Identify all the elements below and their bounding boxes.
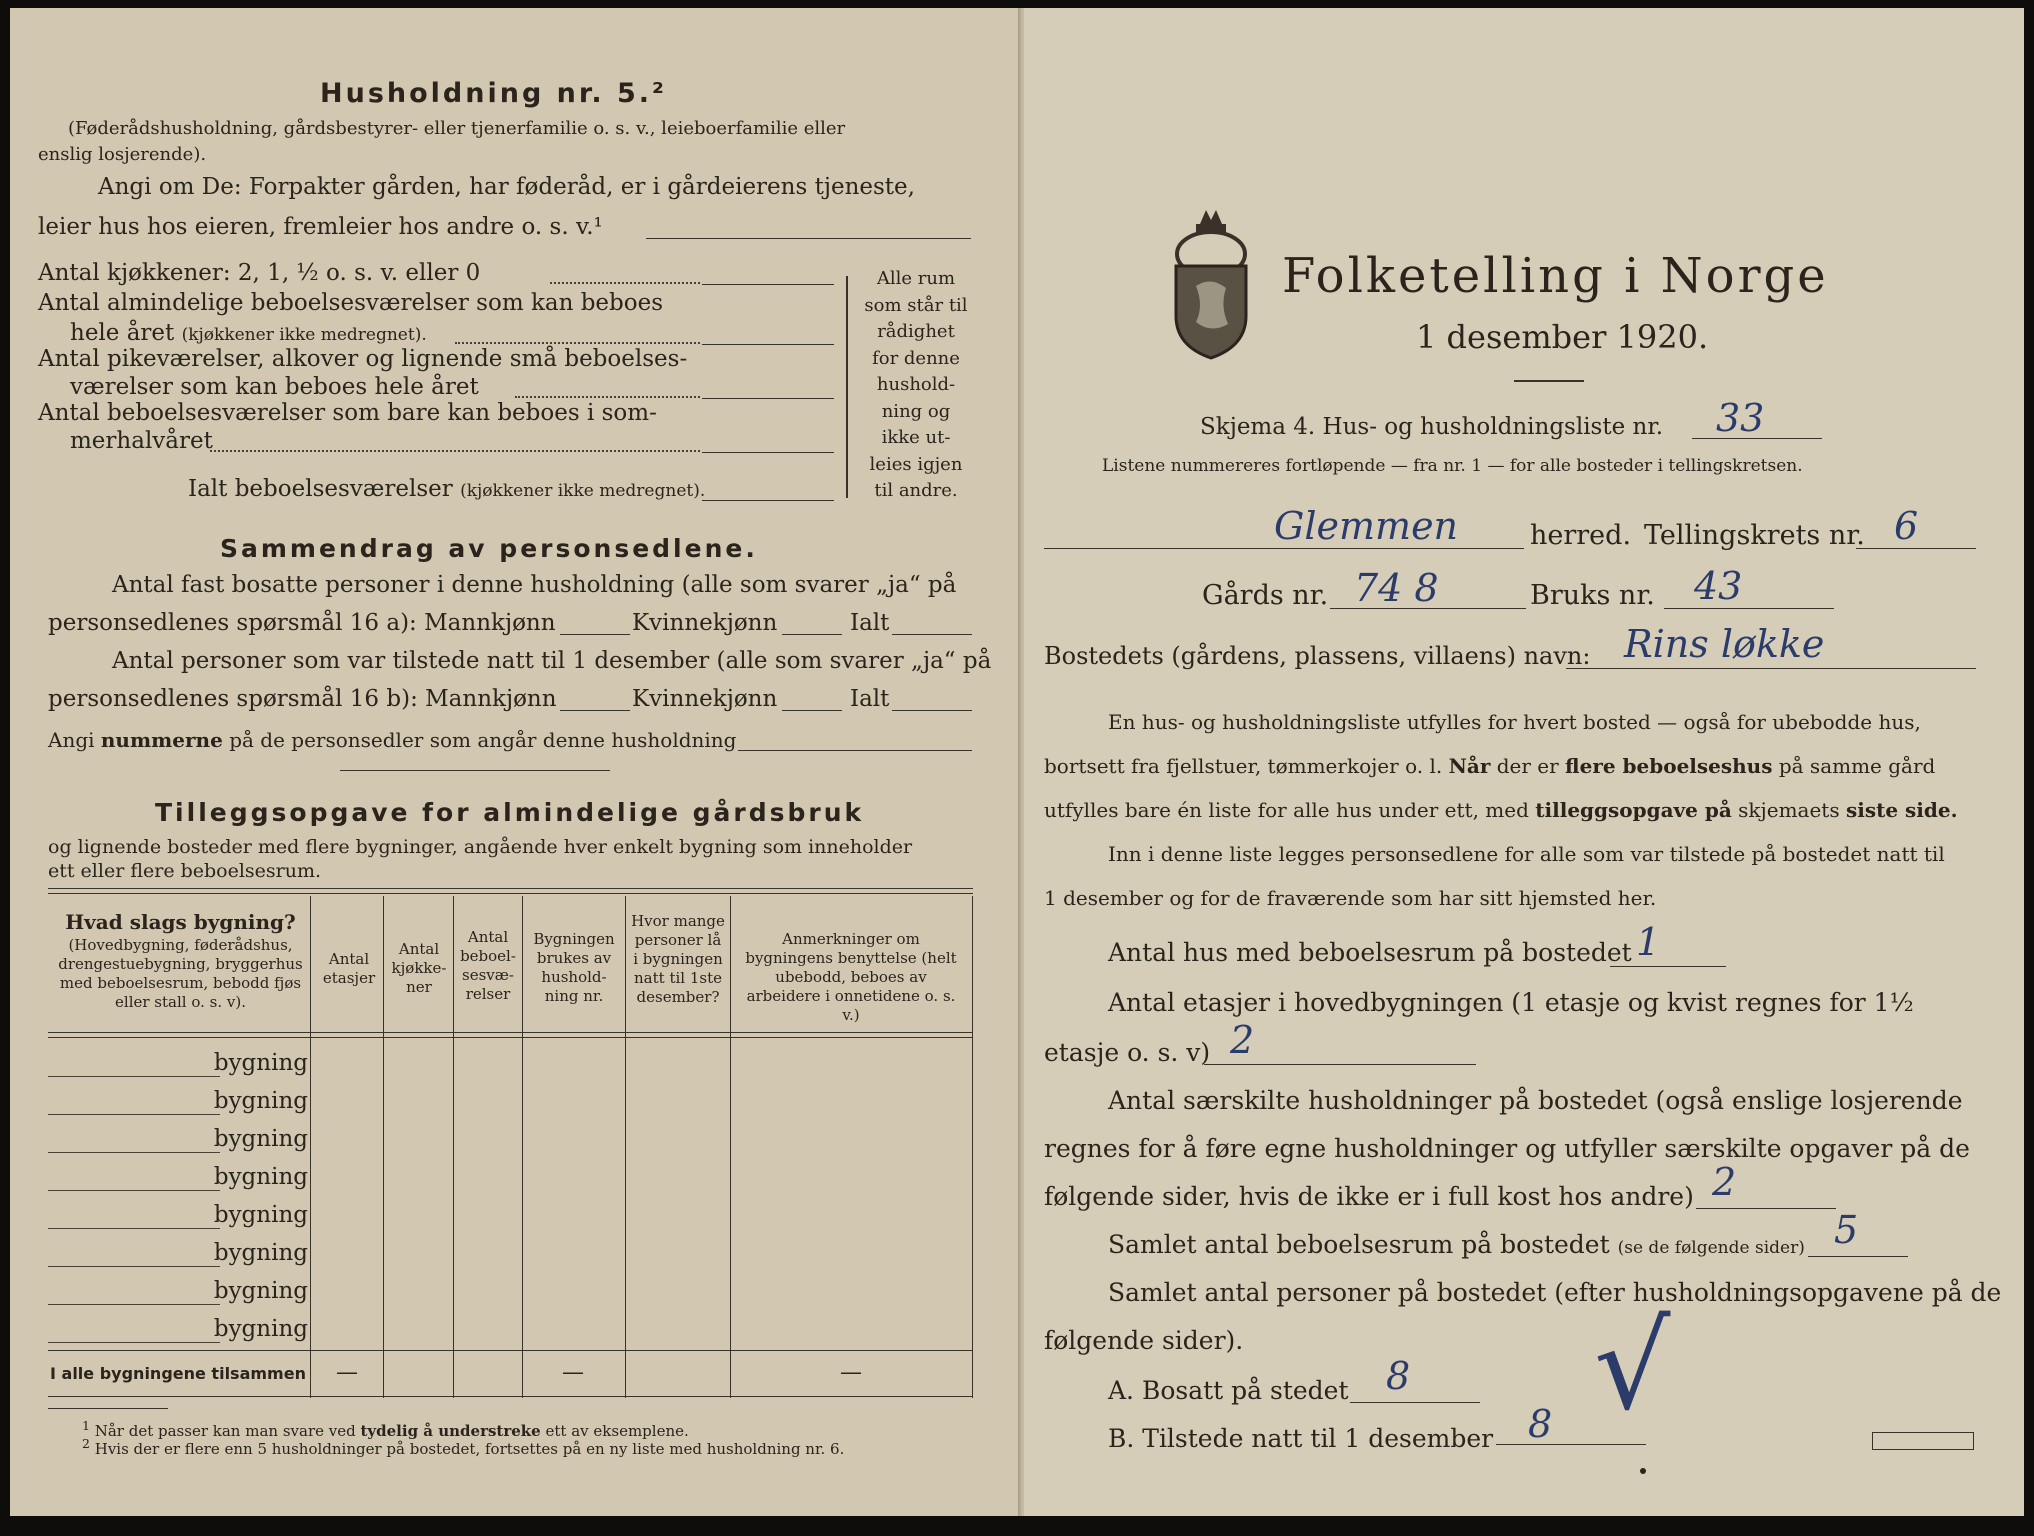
pike-label-2: værelser som kan beboes hele året [70,374,479,400]
samlet-pers-label-2: følgende sider). [1044,1326,1244,1355]
table-top-border [48,888,973,889]
row-fill-line [48,1152,220,1153]
pike-dots [515,396,700,398]
etasjer-value: 2 [1230,1018,1255,1062]
etasjer-label-1: Antal etasjer i hovedbygningen (1 etasje og kvist regnes for 1½ [1108,988,1914,1017]
sommer-dots [210,450,700,452]
tillegg-line-1: og lignende bosteder med flere bygninger, angående hver enkelt bygning som inneholder [48,836,913,858]
separator [340,770,610,771]
col-personer: Hvor mange personer lå i bygningen natt til 1ste desember? [631,912,725,1006]
sammendrag-line-1: Antal fast bosatte personer i denne husholdning (alle som svarer „ja“ på [112,572,957,598]
pike-answer [702,398,834,399]
fn1-num: 1 [82,1418,90,1433]
ialt-2-answer [892,710,972,711]
bygning-label: bygning [213,1088,308,1114]
etasjer-label-2: etasje o. s. v) [1044,1038,1211,1067]
table-col-divider [383,896,384,1398]
ialt-label-note: (kjøkkener ikke medregnet). [460,481,706,501]
row-fill-line [48,1190,220,1191]
brace-note-line: ikke ut- [881,427,951,448]
footnote-rule [48,1408,168,1409]
info-line-5: 1 desember og for de fraværende som har sitt hjemsted her. [1044,886,1657,910]
ialt-label-main: Ialt beboelsesværelser [188,476,453,502]
listene-note: Listene nummereres fortløpende — fra nr. 1 — for alle bosteder i tellingskretsen. [1102,456,1803,476]
table-right-border [972,896,973,1398]
kvinne-2-answer [782,710,842,711]
kjokken-answer [702,284,834,285]
col-head-main: Hvad slags bygning? [65,910,296,934]
brace [836,276,848,498]
fn1-bold: tydelig å understreke [360,1422,541,1440]
col-anm: Anmerkninger om bygningens benyttelse (helt ubebodd, beboes av arbeidere i onnetidene o. s. v.) [745,930,957,1024]
brace-note-line: rådighet [877,321,955,342]
table-col-divider [730,896,731,1398]
bygning-label: bygning [213,1278,308,1304]
alm-label-2-main: hele året [70,320,175,346]
info-line-2 [1044,754,1935,778]
tilstede-line [1496,1444,1646,1445]
tilstede-label: B. Tilstede natt til 1 desember [1108,1424,1494,1453]
nummerne-bold: nummerne [100,728,223,752]
angi-line-2: leier hus hos eieren, fremleier hos andre o. s. v.¹ [38,214,603,240]
nummerne-answer [738,750,972,751]
mann-1-answer [560,634,630,635]
tilstede-value: 8 [1528,1402,1553,1446]
nummerne-post: på de personsedler som angår denne husholdning [229,728,737,752]
info-line-2-post: på samme gård [1778,754,1936,778]
sarsk-value: 2 [1712,1160,1737,1204]
bosted-value: Rins løkke [1624,622,1825,666]
header-bottom-border [48,1032,973,1033]
col-brukes: Bygningen brukes av hushold-ning nr. [533,930,615,1005]
ialt-1-answer [892,634,972,635]
info-line-2-bold2: flere beboelseshus [1565,754,1773,778]
header-bottom-border-2 [48,1037,973,1038]
total-label: I alle bygningene tilsammen [50,1364,306,1383]
info-line-3-bold1: tilleggsopgave på [1535,798,1732,822]
sammendrag-line-4: personsedlenes spørsmål 16 b): Mannkjønn [48,686,557,712]
table-top-border-2 [48,893,973,894]
col-beboelses: Antal beboel-sesvæ-relser [460,928,516,1003]
kvinne-label-1: Kvinnekjønn [632,610,778,636]
ink-dot [1640,1468,1646,1474]
col-kjokken: Antal kjøkke-ner [391,940,447,996]
pike-label-1: Antal pikeværelser, alkover og lignende små beboelses- [38,346,688,372]
intro-line-1: (Føderådshusholdning, gårdsbestyrer- eller tjenerfamilie o. s. v., leieboerfamilie eller [68,118,846,139]
nummerne-line [48,728,736,752]
brace-note-line: Alle rum [876,268,956,289]
bosatt-line [1350,1402,1480,1403]
tillegg-title: Tilleggsopgave for almindelige gårdsbruk [155,798,865,827]
kjokken-label: Antal kjøkkener: 2, 1, ½ o. s. v. eller 0 [38,260,481,286]
kvinne-label-2: Kvinnekjønn [632,686,778,712]
form-date: 1 desember 1920. [1416,318,1709,356]
sammendrag-line-3: Antal personer som var tilstede natt til 1 desember (alle som svarer „ja“ på [112,648,992,674]
form-title: Folketelling i Norge [1282,248,1829,304]
samlet-rum-main: Samlet antal beboelsesrum på bostedet [1108,1230,1610,1259]
info-line-2-pre: bortsett fra fjellstuer, tømmerkojer o. l. [1044,754,1443,778]
tellingskrets-line [1856,548,1976,549]
info-line-3 [1044,798,1958,822]
skjema-value: 33 [1716,396,1765,440]
skjema-label: Skjema 4. Hus- og husholdningsliste nr. [1200,414,1664,440]
herred-label: herred. [1530,520,1632,551]
total-dash-etasjer: — [336,1360,358,1385]
table-col-divider [522,896,523,1398]
fn2-text: Hvis der er flere enn 5 husholdninger på bostedet, fortsettes på en ny liste med husholdning nr. 6. [94,1440,845,1458]
bygning-label: bygning [213,1126,308,1152]
brace-note [856,266,976,505]
kjokken-dots [550,282,700,284]
bruks-value: 43 [1694,564,1743,608]
col-etasjer: Antal etasjer [322,950,376,987]
tellingskrets-value: 6 [1894,504,1919,548]
tellingskrets-label: Tellingskrets nr. [1644,520,1865,551]
samlet-rum-note: (se de følgende sider) [1617,1238,1805,1258]
total-dash-anm: — [840,1360,862,1385]
info-line-2-mid: der er [1496,754,1559,778]
total-top-border [48,1350,973,1351]
herred-line [1044,548,1524,549]
bygning-label: bygning [213,1202,308,1228]
intro-line-2: enslig losjerende). [38,144,207,165]
alm-dots [455,342,700,344]
row-fill-line [48,1304,220,1305]
samlet-pers-label-1: Samlet antal personer på bostedet (efter husholdningsopgavene på de [1108,1278,2002,1307]
info-line-2-bold1: Når [1448,754,1491,778]
husholdning-title: Husholdning nr. 5.² [320,78,667,109]
angi-line-1: Angi om De: Forpakter gården, har føderåd, er i gårdeierens tjeneste, [98,174,915,200]
sarsk-label-1: Antal særskilte husholdninger på bostedet (også enslige losjerende [1108,1086,1963,1115]
alm-label-1: Antal almindelige beboelsesværelser som kan beboes [38,290,664,316]
row-fill-line [48,1228,220,1229]
info-line-3-bold2: siste side. [1845,798,1958,822]
alm-answer [702,344,834,345]
alm-label-2-note: (kjøkkener ikke medregnet). [181,325,427,345]
row-fill-line [48,1342,220,1343]
coat-of-arms-icon [1170,206,1252,362]
info-line-3-pre: utfylles bare én liste for alle hus under ett, med [1044,798,1529,822]
sammendrag-line-2: personsedlenes spørsmål 16 a): Mannkjønn [48,610,556,636]
ialt-answer [702,500,834,501]
samlet-rum-line [1808,1256,1908,1257]
brace-note-line: for denne [872,347,960,369]
ialt-label-2: Ialt [850,686,890,712]
bygning-label: bygning [213,1240,308,1266]
ialt-label-1: Ialt [850,610,890,636]
brace-note-line: hushold- [876,374,956,395]
etasjer-line [1204,1064,1476,1065]
bosted-line [1566,668,1976,669]
fn1-pre: Når det passer kan man svare ved [94,1422,356,1440]
brace-note-line: ning og [881,400,951,422]
col-head-sub: (Hovedbygning, føderådshus, drengestuebygning, bryggerhus med beboelsesrum, bebodd fjøs eller stall o. s. v). [58,936,303,1011]
brace-note-line: leies igjen [869,453,963,475]
bygning-label: bygning [213,1316,308,1342]
row-fill-line [48,1076,220,1077]
sammendrag-title: Sammendrag av personsedlene. [220,534,758,563]
sarsk-label-3: følgende sider, hvis de ikke er i full kost hos andre) [1044,1182,1694,1211]
printer-stamp [1872,1432,1974,1450]
sommer-label-1: Antal beboelsesværelser som bare kan beboes i som- [38,400,657,426]
samlet-rum-value: 5 [1834,1208,1859,1252]
bosatt-value: 8 [1386,1354,1411,1398]
sommer-label-2: merhalvåret [70,428,213,454]
nummerne-pre: Angi [48,728,95,752]
bygning-label: bygning [213,1164,308,1190]
table-col-divider [625,896,626,1398]
ialt-label [188,476,705,502]
brace-note-line: til andre. [874,480,958,501]
gards-value: 74 8 [1354,566,1439,610]
alm-label-2 [70,320,427,346]
samlet-rum-label [1108,1230,1805,1259]
total-dash-brukes: — [562,1360,584,1385]
herred-value: Glemmen [1274,504,1459,548]
info-line-1: En hus- og husholdningsliste utfylles for hvert bosted — også for ubebodde hus, [1108,710,1921,734]
hus-line [1610,966,1726,967]
row-fill-line [48,1266,220,1267]
brace-note-line: som står til [864,294,968,316]
fn2-num: 2 [82,1436,90,1451]
left-page [10,8,1020,1516]
footnote-2 [82,1436,844,1458]
table-col-divider [310,896,311,1398]
info-line-4: Inn i denne liste legges personsedlene for alle som var tilstede på bostedet natt til [1108,842,1945,866]
info-line-3-mid: skjemaets [1738,798,1840,822]
row-fill-line [48,1114,220,1115]
right-page [1024,8,2024,1516]
gards-label: Gårds nr. [1202,580,1329,611]
check-mark: √ [1594,1298,1671,1437]
bosatt-label: A. Bosatt på stedet [1108,1376,1349,1405]
angi-answer-line [646,238,971,239]
hus-label: Antal hus med beboelsesrum på bostedet [1108,938,1632,967]
title-rule [1514,380,1584,382]
sarsk-line [1696,1208,1836,1209]
fn1-post: ett av eksemplene. [545,1422,689,1440]
table-bottom-border [48,1396,973,1397]
bygning-label: bygning [213,1050,308,1076]
kvinne-1-answer [782,634,842,635]
bosted-label: Bostedets (gårdens, plassens, villaens) navn: [1044,642,1591,670]
tillegg-line-2: ett eller flere beboelsesrum. [48,860,322,882]
sommer-answer [702,452,834,453]
hus-value: 1 [1636,920,1661,964]
bruks-line [1664,608,1834,609]
bruks-label: Bruks nr. [1530,580,1655,611]
mann-2-answer [560,710,630,711]
sarsk-label-2: regnes for å føre egne husholdninger og utfyller særskilte opgaver på de [1044,1134,1970,1163]
table-col-divider [453,896,454,1398]
